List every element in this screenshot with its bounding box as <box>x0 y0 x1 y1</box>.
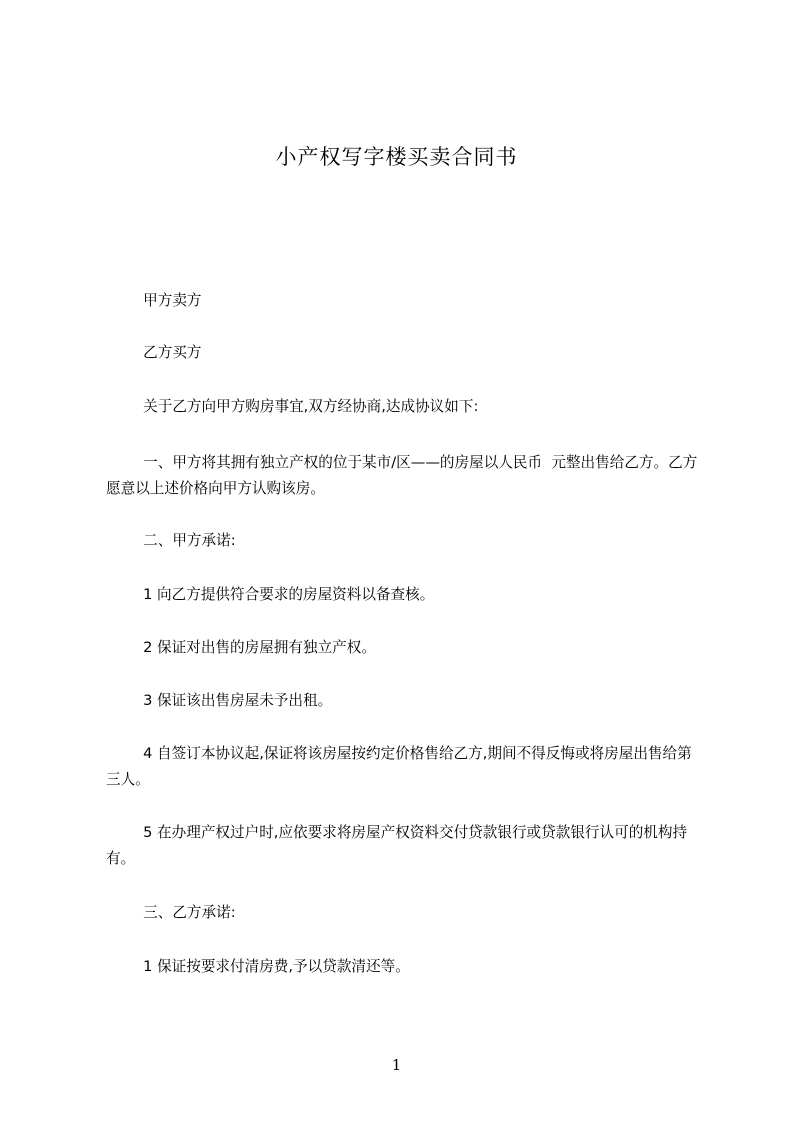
clause-1-paragraph: 一、甲方将其拥有独立产权的位于某市/区——的房屋以人民币 元整出售给乙方。乙方愿意以上述价格向甲方认购该房。 <box>106 454 698 497</box>
party-a-line: 甲方卖方 <box>106 292 202 309</box>
document-title: 小产权写字楼买卖合同书 <box>275 145 518 169</box>
section-2-item-5: 5 在办理产权过户时,应依要求将房屋产权资料交付贷款银行或贷款银行认可的机构持有。 <box>106 824 688 867</box>
section-3-heading: 三、乙方承诺: <box>106 904 236 921</box>
section-2-heading: 二、甲方承诺: <box>106 532 236 549</box>
section-3-item-1: 1 保证按要求付清房费,予以贷款清还等。 <box>106 958 410 975</box>
intro-paragraph: 关于乙方向甲方购房事宜,双方经协商,达成协议如下: <box>106 398 479 415</box>
section-2-item-3: 3 保证该出售房屋未予出租。 <box>106 692 333 709</box>
party-b-line: 乙方买方 <box>106 344 202 361</box>
page-number: 1 <box>391 1056 402 1074</box>
section-2-item-4: 4 自签订本协议起,保证将该房屋按约定价格售给乙方,期间不得反悔或将房屋出售给第三人。 <box>106 745 692 788</box>
section-2-item-1: 1 向乙方提供符合要求的房屋资料以备查核。 <box>106 586 435 603</box>
section-2-item-2: 2 保证对出售的房屋拥有独立产权。 <box>106 639 376 656</box>
